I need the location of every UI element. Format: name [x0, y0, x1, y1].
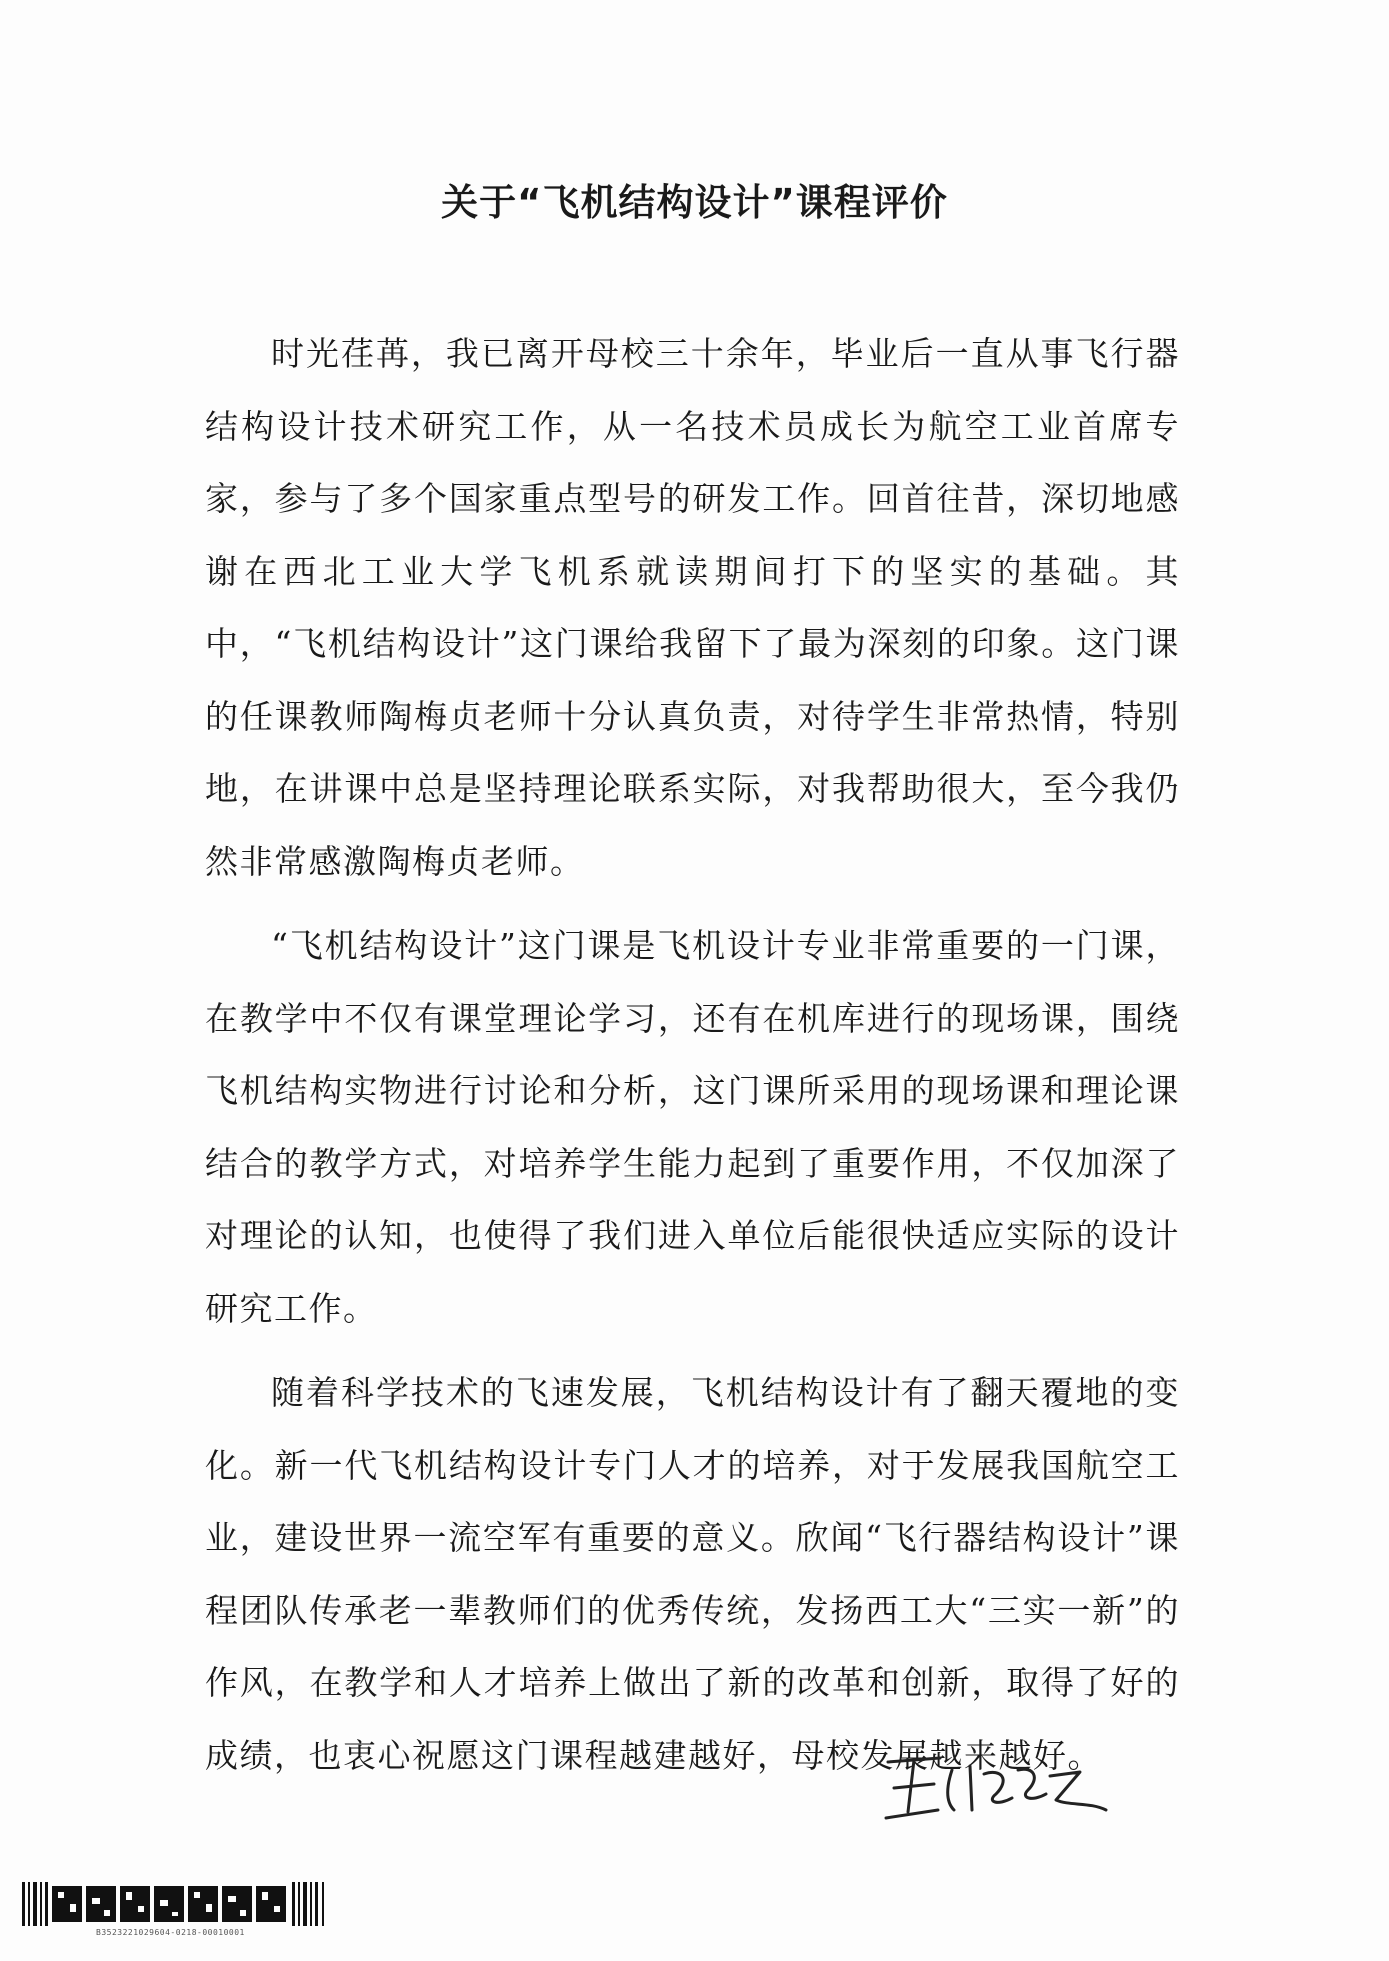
- document-body: [205, 318, 1180, 1804]
- paragraph-3: 随着科学技术的飞速发展，飞机结构设计有了翻天覆地的变化。新一代飞机结构设计专门人才的培养，对于发展我国航空工业，建设世界一流空军有重要的意义。欣闻“飞行器结构设计”课程团队传承老一辈教师们的优秀传统，发扬西工大“三实一新”的作风，在教学和人才培养上做出了新的改革和创新，取得了好的成绩，也衷心祝愿这门课程越建越好，母校发展越来越好。: [205, 1373, 1180, 1775]
- paragraph-2: “飞机结构设计”这门课是飞机设计专业非常重要的一门课，在教学中不仅有课堂理论学习，还有在机库进行的现场课，围绕飞机结构实物进行讨论和分析，这门课所采用的现场课和理论课结合的教学方式，对培养学生能力起到了重要作用，不仅加深了对理论的认知，也使得了我们进入单位后能很快适应实际的设计研究工作。: [205, 926, 1180, 1328]
- handwritten-signature: [880, 1740, 1110, 1840]
- paragraph-1: 时光荏苒，我已离开母校三十余年，毕业后一直从事飞行器结构设计技术研究工作，从一名技术员成长为航空工业首席专家，参与了多个国家重点型号的研发工作。回首往昔，深切地感谢在西北工业大学飞机系就读期间打下的坚实的基础。其中，“飞机结构设计”这门课给我留下了最为深刻的印象。这门课的任课教师陶梅贞老师十分认真负责，对待学生非常热情，特别地，在讲课中总是坚持理论联系实际，对我帮助很大，至今我仍然非常感激陶梅贞老师。: [205, 334, 1180, 881]
- barcode-caption: B3523221029604-0218-00010001: [96, 1928, 245, 1937]
- document-title: 关于“飞机结构设计”课程评价: [441, 181, 948, 224]
- scan-barcode: [22, 1882, 338, 1926]
